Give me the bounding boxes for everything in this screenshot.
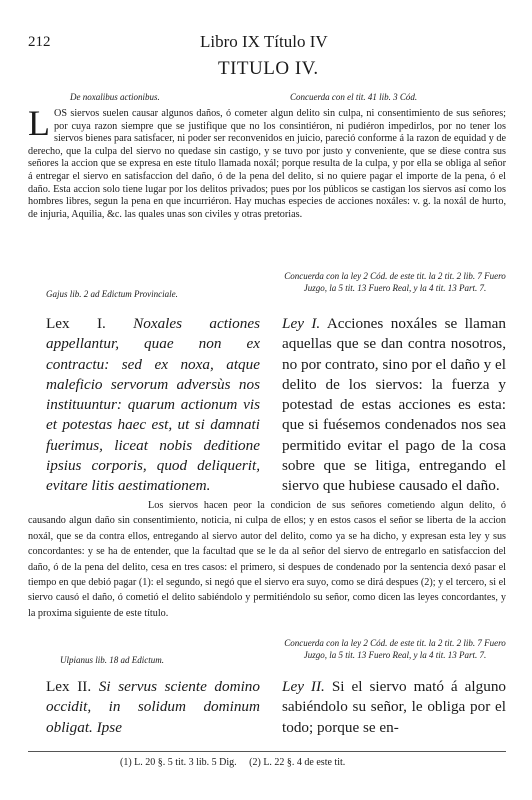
footnotes: (1) L. 20 §. 5 tit. 3 lib. 5 Dig. (2) L. 22 §. 4 de este tit. <box>120 757 346 768</box>
law2-source-right: Concuerda con la ley 2 Cód. de este tit. la 2 tit. 2 lib. 7 Fuero Juzgo, la 5 tit. 13 Fuero Real, y la 4 tit. 13 Part. 7. <box>284 638 506 660</box>
intro-paragraph <box>28 103 506 221</box>
rubric-right: Concuerda con el tit. 41 lib. 3 Cód. <box>290 92 418 102</box>
running-head: Libro IX Título IV <box>200 32 328 51</box>
law1-latin <box>46 314 260 497</box>
law1-latin-text: Noxales actiones appellantur, quae non ex contractu: sed ex noxa, atque maleficio servorum adversùs nos instituuntur: quarum actionum vis et potestas haec est, ut si damnati fuerimus, liceat nobis deditione ipsius corporis, quod deliquerit, evitare litis aestimationem. <box>46 315 260 495</box>
law2-latin-label: Lex II. <box>46 678 92 695</box>
law2-latin-text: Si servus sciente domino occidit, in solidum dominum obligat. Ipse <box>46 678 260 736</box>
law1-source-left: Gajus lib. 2 ad Edictum Provinciale. <box>46 289 178 299</box>
law2-spanish-text: Si el siervo mató á alguno sabiéndolo su señor, le obliga por el todo; porque se en- <box>282 678 507 736</box>
page-number: 212 <box>28 34 51 50</box>
law2-latin <box>46 677 260 738</box>
law1-spanish <box>282 314 506 497</box>
footnote-rule <box>28 751 506 752</box>
commentary-paragraph: Los siervos hacen peor la condicion de sus señores cometiendo algun delito, ó causando algun daño sin consentimiento, noticia, ni culpa de ellos; y en estos casos el señor se liberta de la accion noxál, que se da contra ellos, entregando al siervo autor del delito, como ya se ha dicho, y expresan esta ley y sus concordantes: y se ha de entender, que la facultad que se le da al señor del siervo de entregarlo en satisfaccion del daño, ó de la pena del delito, cesa en tres casos: el primero, si despues de condenado por la sentencia dexó pasar el tiempo en que debió pagar (1): el segundo, si negó que el siervo era suyo, como se dirá despues (2); y el tercero, si el siervo causó el daño, ó cometió el delito sabiéndolo y permitiéndolo su señor, como dicen las leyes concordantes, y la proxima siguiente de este título. <box>28 500 506 619</box>
section-title: TITULO IV. <box>218 58 319 79</box>
law2-source-left: Ulpianus lib. 18 ad Edictum. <box>60 655 164 665</box>
law1-spanish-text: Acciones noxáles se llaman aquellas que se dan contra nosotros, no por contrato, sino por el daño y el delito de los siervos: la fuerza y potestad de estas acciones es esta: que si fuésemos condenados nos sea permitido evitar el pago de la cosa sobre que se litiga, entregando el siervo que hubiese causado el daño. <box>282 315 506 495</box>
drop-cap: L <box>28 103 50 143</box>
law1-latin-label: Lex I. <box>46 315 106 332</box>
law2-spanish <box>282 677 506 738</box>
law2-spanish-label: Ley II. <box>282 678 325 695</box>
law1-source-right: Concuerda con la ley 2 Cód. de este tit. la 2 tit. 2 lib. 7 Fuero Juzgo, la 5 tit. 13 Fuero Real, y la 4 tit. 13 Part. 7. <box>284 271 506 293</box>
law1-spanish-label: Ley I. <box>282 315 321 332</box>
rubric-left: De noxalibus actionibus. <box>70 92 160 102</box>
intro-text: OS siervos suelen causar algunos daños, ó cometer algun delito sin culpa, ni consentimiento de sus señores; por cuya razon siempre que se justifique que no los consintiéron, ni pudiéron impedirlos, por no tener los siervos bienes para satisfacer, ni poder ser reconvenidos en juicio, pareció conforme á la razon de equidad y de derecho, que la culpa del siervo no quedase sin castigo, y se tuvo por justo y conveniente, que se diese contra sus señores la accion que se expresa en este título llamada noxál; porque resulta de la culpa, y por ella se obliga al señor á entregar el siervo en satisfaccion del daño, ó de la pena del delito, si no quiere pagar el importe de la pena, ó el daño. Esta accion solo tiene lugar por los delitos privados; pues por los públicos se castigan los siervos así como los hombres libres, segun la pena en que incurriéron. Hay muchas especies de acciones noxáles: v. g. la noxál de hurto, de injuria, Aquilia, &c. las quales unas son civiles y otras pretorias. <box>28 108 506 220</box>
